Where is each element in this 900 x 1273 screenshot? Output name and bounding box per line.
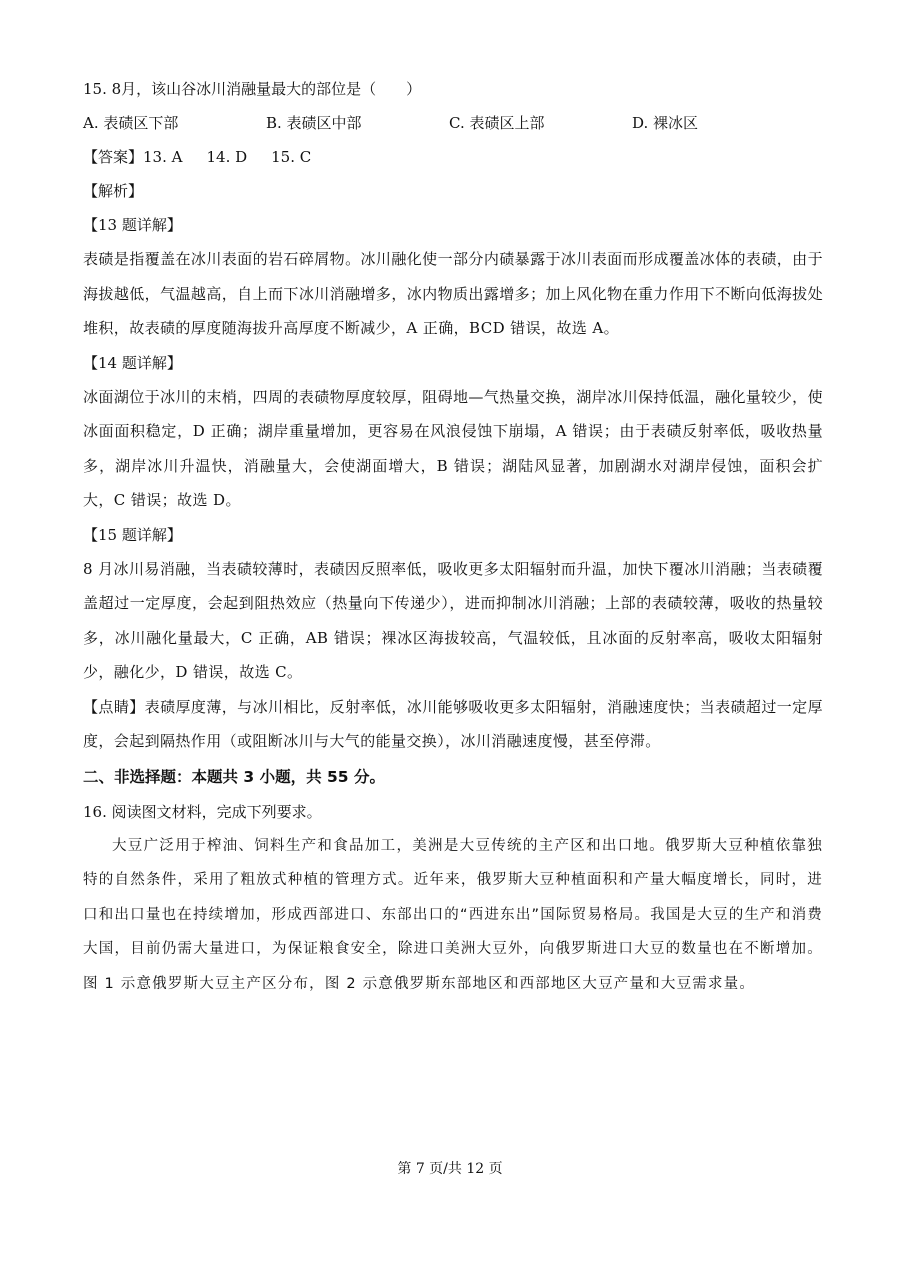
tip-label: 【点睛】 [83, 697, 145, 716]
option-a: A. 表碛区下部 [83, 114, 179, 132]
option-d: D. 裸冰区 [632, 114, 699, 132]
answer-13: 13. A [143, 148, 183, 166]
page-number: 第 7 页/共 12 页 [397, 1161, 503, 1177]
analysis-label: 【解析】 [83, 182, 144, 200]
answer-14: 14. D [206, 148, 248, 166]
question-15-stem: 15. 8月，该山谷冰川消融量最大的部位是（ ） [83, 80, 422, 98]
q15-heading: 【15 题详解】 [83, 525, 182, 544]
option-c: C. 表碛区上部 [449, 114, 545, 132]
tip-paragraph [83, 690, 823, 759]
option-b: B. 表碛区中部 [266, 114, 362, 132]
answer-line [83, 140, 823, 174]
q14-body: 冰面湖位于冰川的末梢，四周的表碛物厚度较厚，阻碍地—气热量交换，湖岸冰川保持低温，融化量较少，使冰面面积稳定，D 正确；湖岸重量增加，更容易在风浪侵蚀下崩塌，A 错误；由于表碛反射率低，吸收热量多，湖岸冰川升温快，消融量大，会使湖面增大，B 错误；湖陆风显著，加剧湖水对湖岸侵蚀，面积会扩大，C 错误；故选 D。 [83, 387, 823, 509]
document-page [83, 72, 823, 1001]
answer-label: 【答案】 [83, 148, 144, 166]
q14-heading: 【14 题详解】 [83, 353, 182, 372]
question-16-reading: 大豆广泛用于榨油、饲料生产和食品加工，美洲是大豆传统的主产区和出口地。俄罗斯大豆种植依靠独特的自然条件，采用了粗放式种植的管理方式。近年来，俄罗斯大豆种植面积和产量大幅度增长，同时，进口和出口量也在持续增加，形成西部进口、东部出口的“西进东出”国际贸易格局。我国是大豆的生产和消费大国，目前仍需大量进口，为保证粮食安全，除进口美洲大豆外，向俄罗斯进口大豆的数量也在不断增加。图 1 示意俄罗斯大豆主产区分布，图 2 示意俄罗斯东部地区和西部地区大豆产量和大豆需求量。 [83, 837, 823, 992]
tip-body: 表碛厚度薄，与冰川相比，反射率低，冰川能够吸收更多太阳辐射，消融速度快；当表碛超过一定厚度，会起到隔热作用（或阻断冰川与大气的能量交换），冰川消融速度慢，甚至停滞。 [83, 697, 823, 750]
section-2-title: 二、非选择题：本题共 3 小题，共 55 分。 [83, 767, 385, 786]
question-15-options [83, 106, 823, 140]
q13-body: 表碛是指覆盖在冰川表面的岩石碎屑物。冰川融化使一部分内碛暴露于冰川表面而形成覆盖冰体的表碛，由于海拔越低，气温越高，自上而下冰川消融增多，冰内物质出露增多；加上风化物在重力作用下不断向低海拔处堆积，故表碛的厚度随海拔升高厚度不断减少，A 正确，BCD 错误，故选 A。 [83, 250, 823, 337]
q15-body: 8 月冰川易消融，当表碛较薄时，表碛因反照率低，吸收更多太阳辐射而升温，加快下覆冰川消融；当表碛覆盖超过一定厚度，会起到阻热效应（热量向下传递少），进而抑制冰川消融；上部的表碛较薄，吸收的热量较多，冰川融化量最大，C 正确，AB 错误；裸冰区海拔较高，气温较低，且冰面的反射率高，吸收太阳辐射少，融化少，D 错误，故选 C。 [83, 559, 823, 681]
answer-15: 15. C [271, 148, 312, 166]
question-16-stem: 16. 阅读图文材料，完成下列要求。 [83, 802, 322, 821]
q13-heading: 【13 题详解】 [83, 216, 182, 234]
